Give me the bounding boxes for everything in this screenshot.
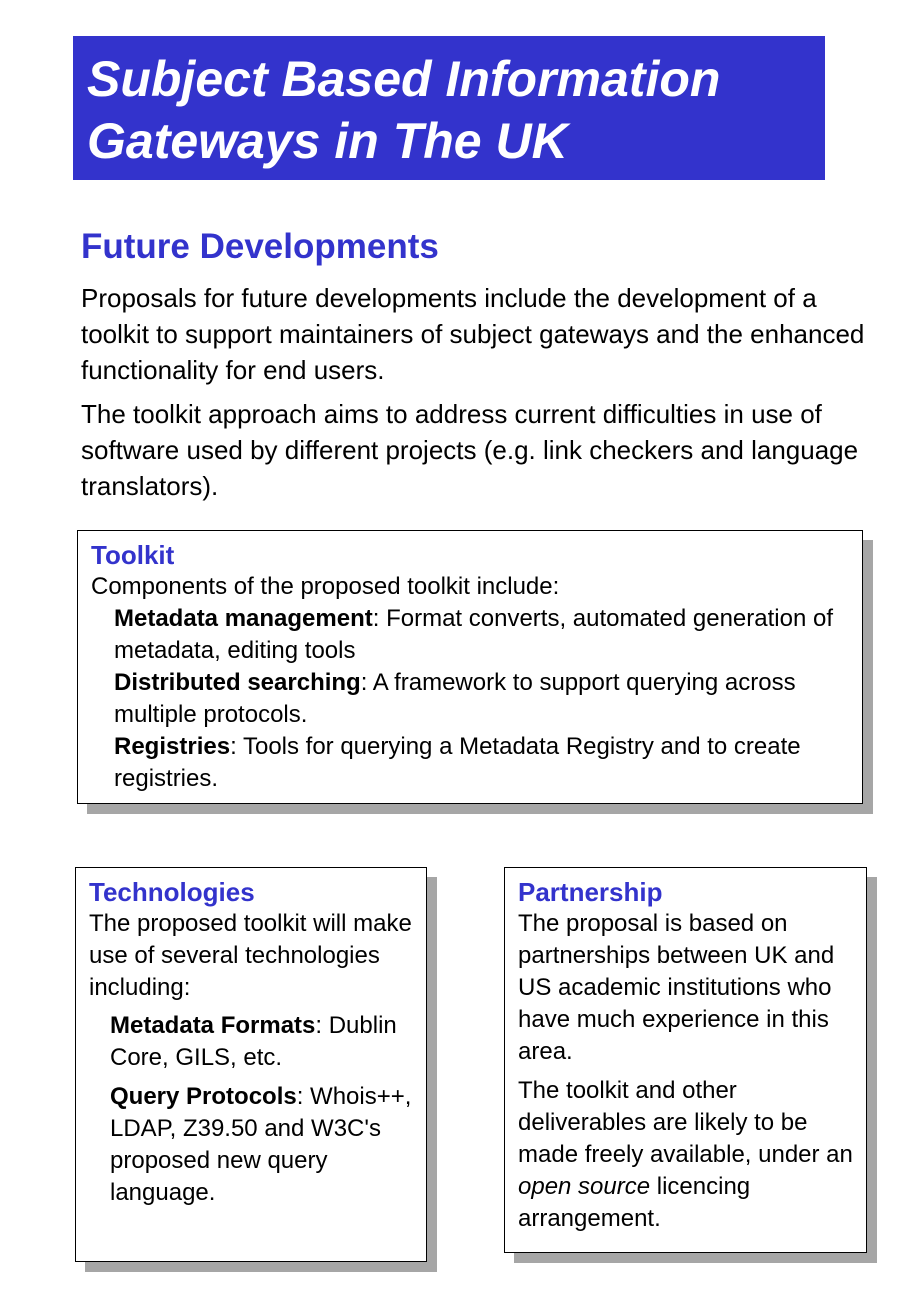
partnership-paragraph-2 bbox=[518, 1075, 866, 1235]
title-line-2: Gateways in The UK bbox=[87, 113, 568, 169]
partnership-box bbox=[504, 867, 867, 1253]
title-banner bbox=[73, 36, 825, 180]
technologies-item-label: Metadata Formats bbox=[110, 1012, 316, 1039]
toolkit-item-label: Registries bbox=[114, 733, 231, 760]
toolkit-title: Toolkit bbox=[91, 540, 175, 570]
partnership-paragraph-2-end: licencing arrangement. bbox=[518, 1173, 751, 1232]
partnership-paragraph-1: The proposal is based on partnerships between UK and US academic institutions who have much experience in this area. bbox=[518, 910, 835, 1065]
technologies-item-text: : Dublin Core, GILS, etc. bbox=[110, 1012, 397, 1071]
partnership-paragraph-2-start: The toolkit and other deliverables are likely to be made freely available, under an bbox=[518, 1077, 853, 1168]
technologies-box bbox=[75, 867, 427, 1262]
toolkit-item-label: Metadata management bbox=[114, 605, 373, 632]
toolkit-item-label: Distributed searching bbox=[114, 669, 361, 696]
intro-paragraph-2: The toolkit approach aims to address current difficulties in use of software used by different projects (e.g. link checkers and language translators). bbox=[81, 399, 859, 501]
technologies-item-label: Query Protocols bbox=[110, 1083, 297, 1110]
toolkit-item-text: : Tools for querying a Metadata Registry and to create registries. bbox=[114, 733, 801, 792]
section-heading: Future Developments bbox=[81, 227, 439, 266]
toolkit-item-text: : A framework to support querying across multiple protocols. bbox=[114, 669, 796, 728]
technologies-intro: The proposed toolkit will make use of several technologies including: bbox=[89, 910, 412, 1001]
toolkit-item bbox=[91, 667, 862, 731]
toolkit-item bbox=[91, 603, 862, 667]
toolkit-item-text: : Format converts, automated generation of metadata, editing tools bbox=[114, 605, 833, 664]
technologies-item-text: : Whois++, LDAP, Z39.50 and W3C's proposed new query language. bbox=[110, 1083, 412, 1206]
open-source-emphasis: open source bbox=[518, 1173, 651, 1200]
intro-paragraph-1: Proposals for future developments include the development of a toolkit to support maintainers of subject gateways and the enhanced functionality for end users. bbox=[81, 283, 865, 385]
toolkit-box bbox=[77, 530, 863, 804]
technologies-title: Technologies bbox=[89, 877, 255, 907]
technologies-item bbox=[89, 1081, 426, 1209]
technologies-item bbox=[89, 1010, 426, 1074]
title-line-1: Subject Based Information bbox=[87, 51, 721, 107]
toolkit-intro: Components of the proposed toolkit include: bbox=[91, 573, 560, 600]
partnership-title: Partnership bbox=[518, 877, 663, 907]
toolkit-item bbox=[91, 731, 862, 795]
